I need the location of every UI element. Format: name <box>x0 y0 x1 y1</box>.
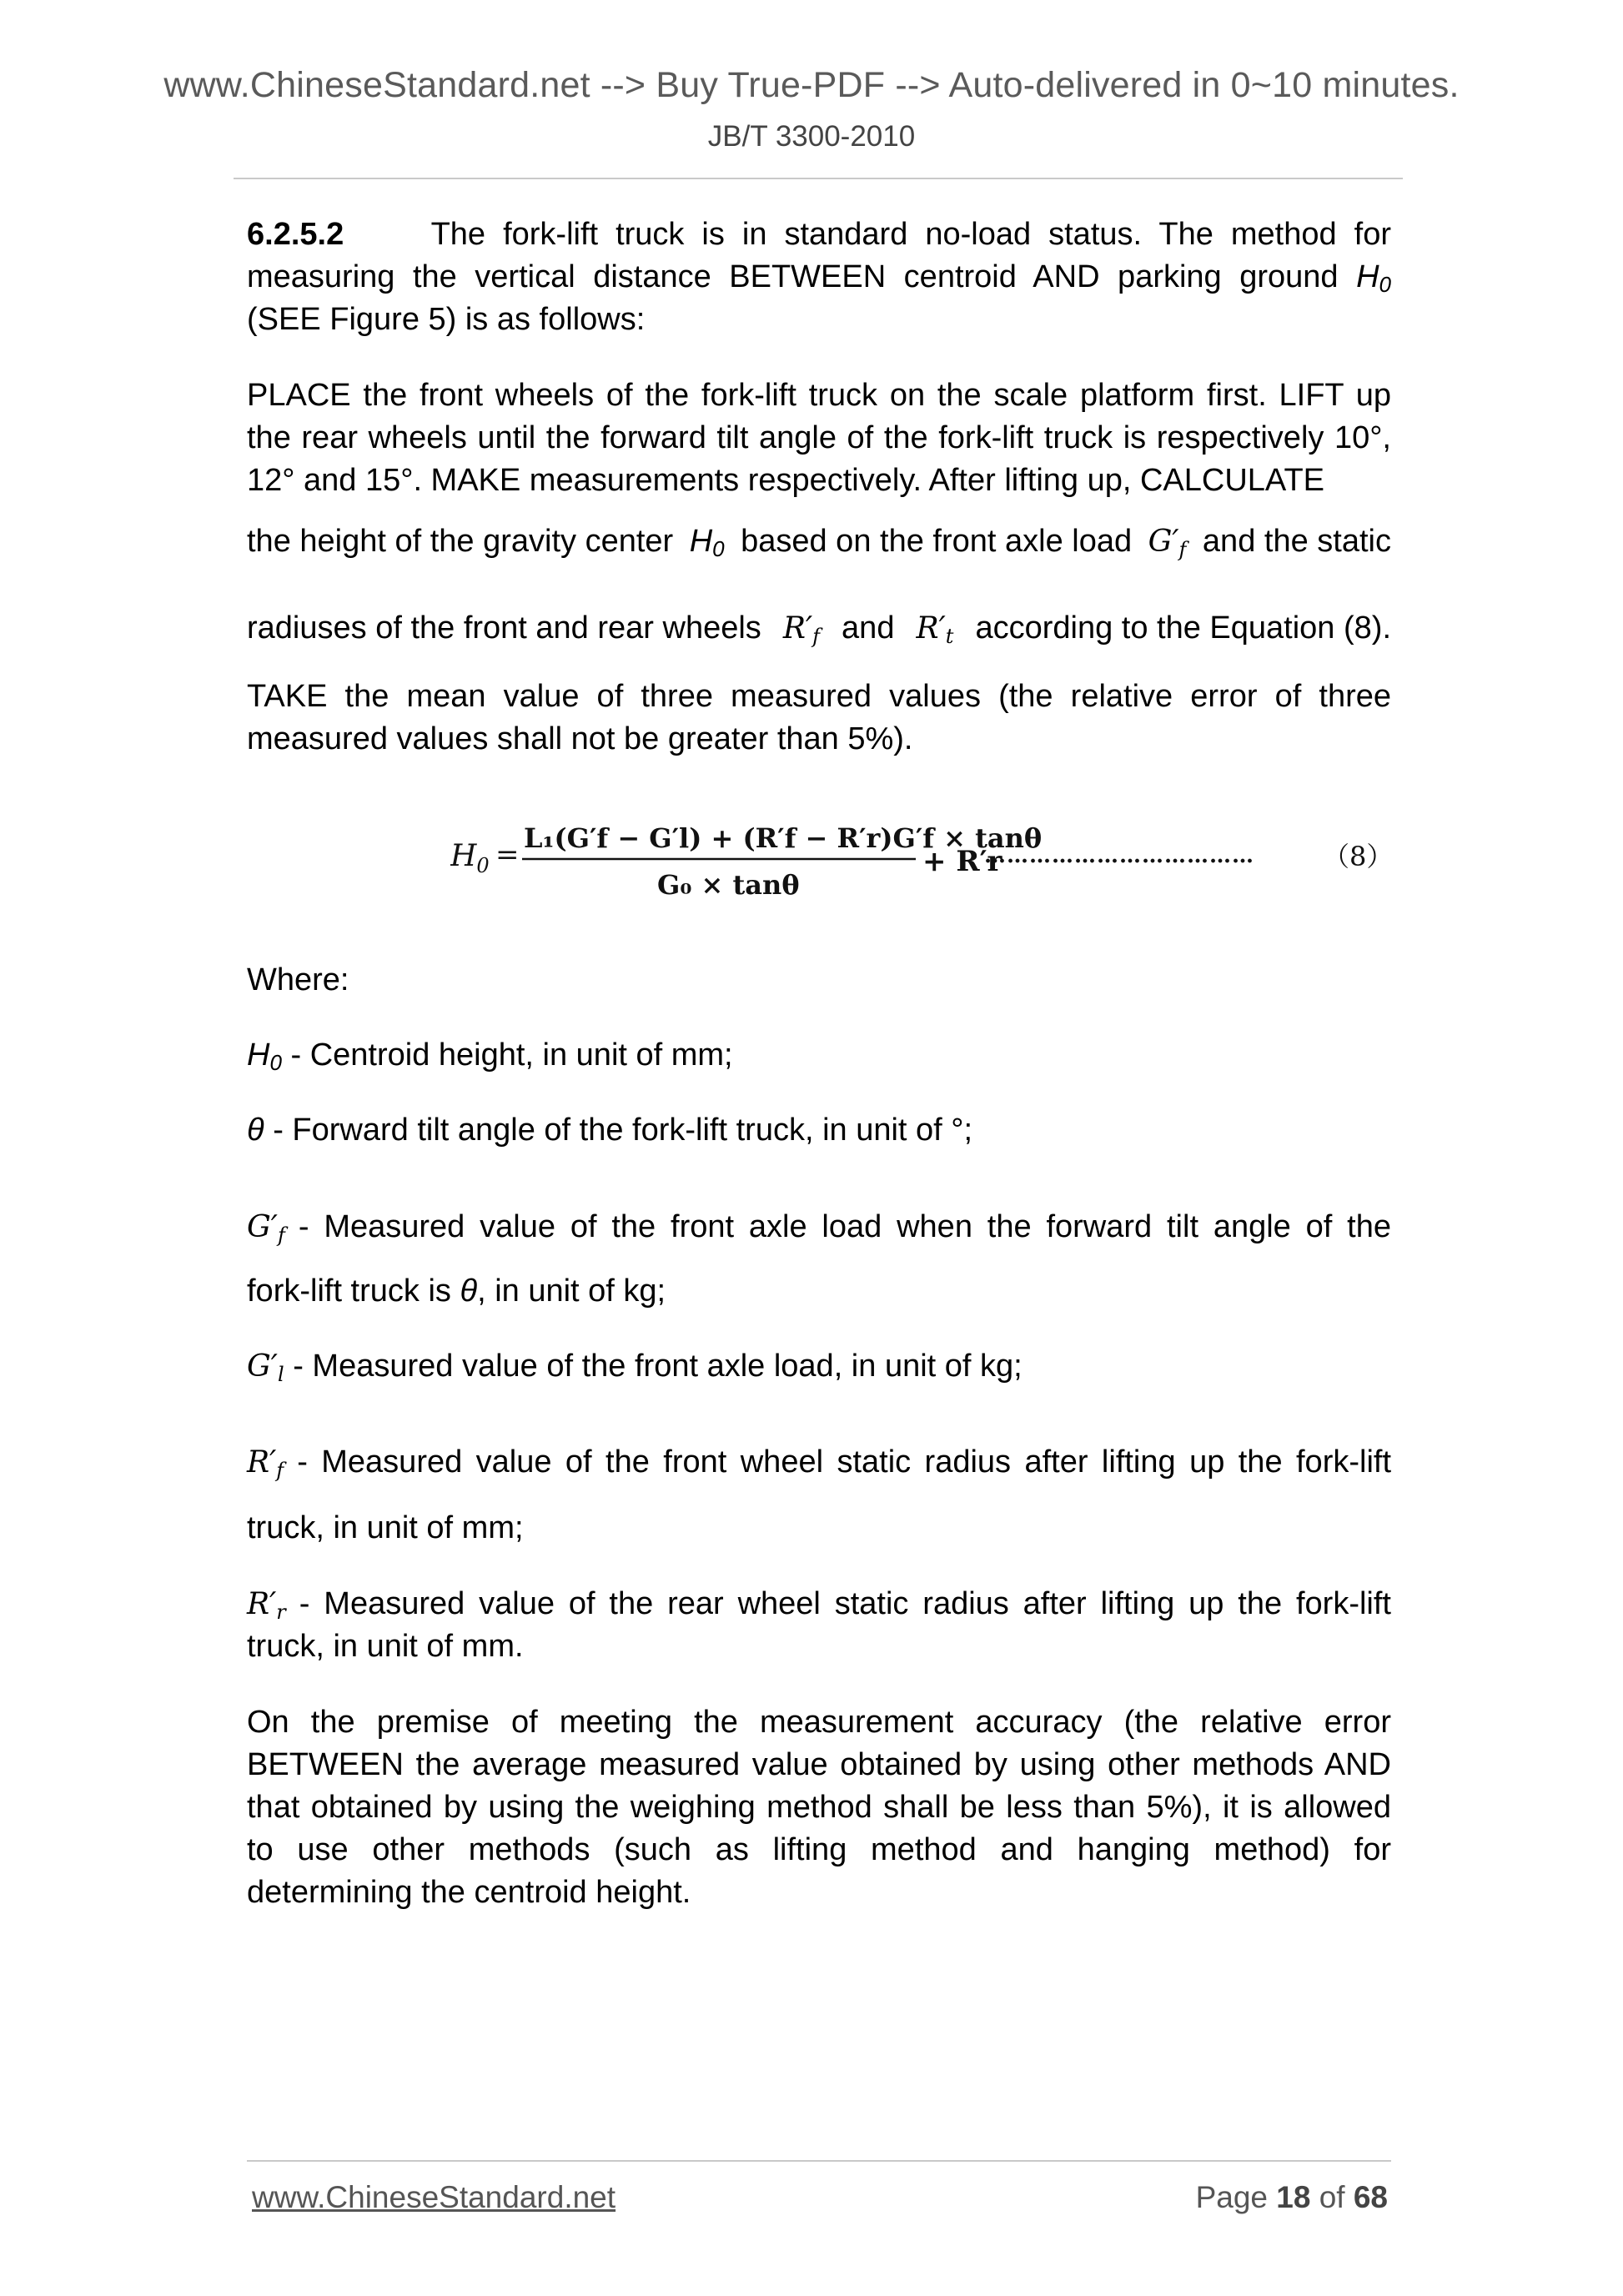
where-item-rr-cont: truck, in unit of mm. <box>247 1629 524 1664</box>
text-equation-ref: according to the Equation (8). <box>975 610 1391 646</box>
paragraph-alternative-methods: On the premise of meeting the measurement accuracy (the relative error BETWEEN the average measured value obtained by using other methods AND that obtained by using the weighing method shall be less than 5%), it is allowed to use other methods (such as lifting method and hanging method) for determining the centroid height. <box>247 1705 1391 1910</box>
text-gravity-center: the height of the gravity center <box>247 524 674 559</box>
where-label: Where: <box>247 962 349 997</box>
symbol-gl: $G'_l$ <box>247 1349 284 1386</box>
page-indicator: Page 18 of 68 <box>1195 2180 1388 2214</box>
where-item-theta: θ - Forward tilt angle of the fork-lift truck, in unit of °; <box>247 1113 973 1148</box>
intro-text: The fork-lift truck is in standard no-load status. The method for measuring the vertical distance BETWEEN centroid AND parking ground <box>247 217 1391 294</box>
procedure-line-5 <box>247 607 1391 650</box>
text-radiuses: radiuses of the front and rear wheels <box>247 610 761 646</box>
where-item-gf-cont: fork-lift truck is θ, in unit of kg; <box>247 1274 666 1309</box>
symbol-h0: $H_0$ <box>1356 259 1391 297</box>
paragraph-procedure: PLACE the front wheels of the fork-lift truck on the scale platform first. LIFT up the rear wheels until the forward tilt angle of the fork-lift truck is respectively 10°, 12° and 15°. MAKE measurements respectively. After lifting up, CALCULATE <box>247 378 1391 498</box>
page-number: 18 <box>1276 2180 1311 2214</box>
header-banner[interactable]: www.ChineseStandard.net --> Buy True-PDF --> Auto-delivered in 0~10 minutes. <box>163 65 1460 105</box>
equation-equals: = <box>495 838 520 872</box>
equation-8 <box>450 811 1393 902</box>
equation-plus-term: + R′r <box>922 845 1002 878</box>
where-item-gl: $G'_l$ - Measured value of the front axle load, in unit of kg; <box>247 1349 1023 1386</box>
where-item-rf-cont: truck, in unit of mm; <box>247 1510 524 1545</box>
symbol-h0: $H_0$ <box>247 1037 282 1075</box>
where-item-gf: $G'_f$ - Measured value of the front axle load when the forward tilt angle of the <box>247 1206 1391 1248</box>
symbol-gf: $G'_f$ <box>1148 525 1187 561</box>
text-front-axle-load: based on the front axle load <box>741 524 1133 559</box>
document-id: JB/T 3300-2010 <box>707 120 916 153</box>
header-divider <box>234 178 1403 179</box>
intro-tail: (SEE Figure 5) is as follows: <box>247 302 646 337</box>
equation-numerator: L₁(G′f − G′l) + (R′f − R′r)G′f × tanθ <box>524 822 1043 854</box>
where-item-rf: $R'_f$ - Measured value of the front wheel static radius after lifting up the fork-lift <box>247 1441 1391 1484</box>
equation-leader-dots: ……………………………… <box>984 843 1254 868</box>
symbol-theta: θ <box>247 1113 264 1148</box>
text-and-static: and the static <box>1202 524 1391 559</box>
where-item-rr: $R'_r$ - Measured value of the rear wheel static radius after lifting up the fork-lift <box>247 1583 1391 1625</box>
procedure-line-4 <box>247 520 1391 563</box>
footer-site-link[interactable]: www.ChineseStandard.net <box>252 2180 616 2214</box>
text-and: and <box>842 610 895 646</box>
equation-number: （8） <box>1323 841 1393 872</box>
equation-lhs: $H_0$ <box>450 839 490 877</box>
paragraph-mean-value: TAKE the mean value of three measured values (the relative error of three measured values shall not be greater than 5%). <box>247 679 1391 756</box>
page-total: 68 <box>1353 2180 1388 2214</box>
symbol-rf: $R'_f$ <box>782 611 821 648</box>
symbol-rf: $R'_f$ <box>247 1445 284 1482</box>
symbol-rr: $R'_r$ <box>247 1587 286 1624</box>
section-6-2-5-2-intro <box>247 214 1391 341</box>
equation-denominator: G₀ × tanθ <box>657 869 800 901</box>
symbol-gf: $G'_f$ <box>247 1210 285 1247</box>
symbol-rt: $R'_t$ <box>916 611 954 648</box>
footer-divider <box>247 2160 1391 2162</box>
symbol-theta: θ <box>460 1274 478 1309</box>
symbol-h0: $H_0$ <box>689 524 725 561</box>
section-number: 6.2.5.2 <box>247 217 344 252</box>
where-item-h0: $H_0$ - Centroid height, in unit of mm; <box>247 1037 733 1075</box>
